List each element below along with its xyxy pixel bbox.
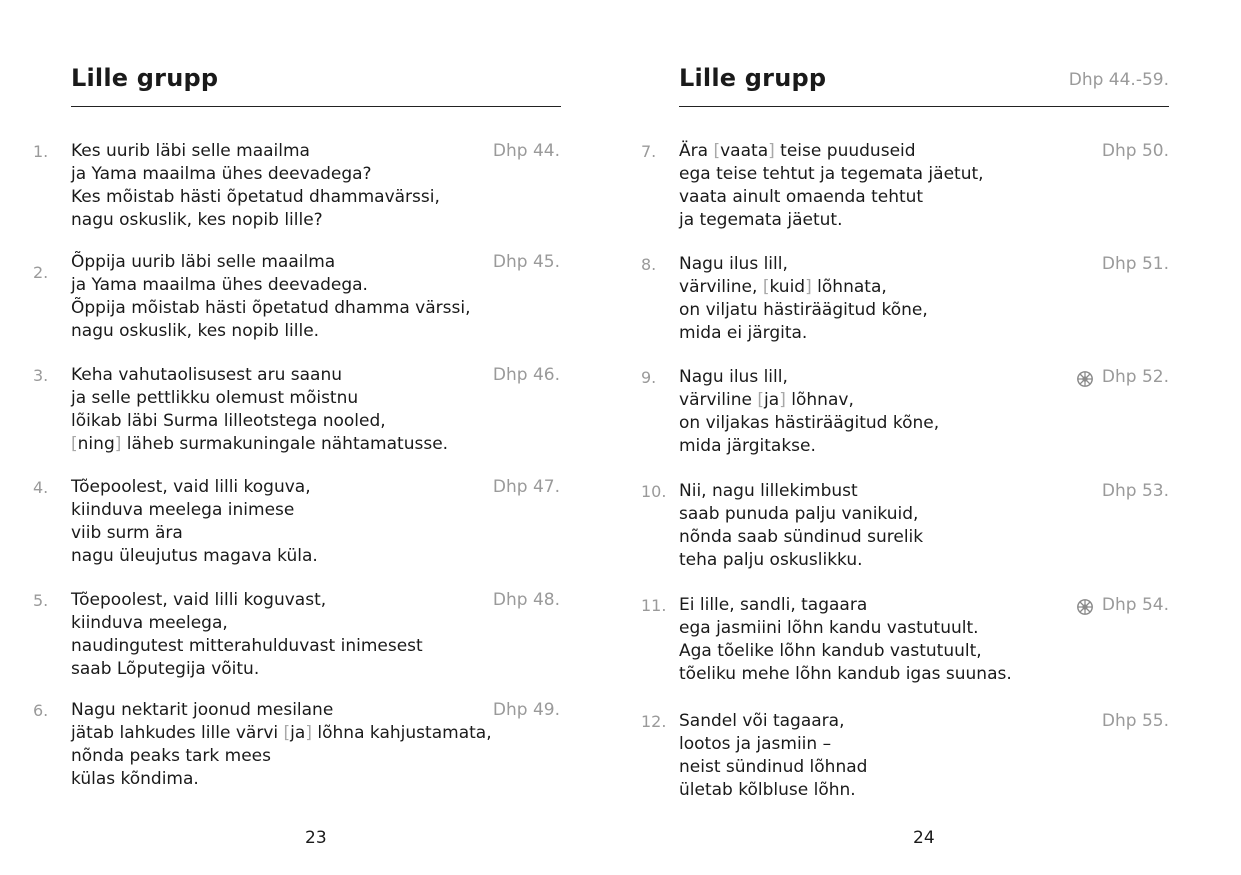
verse-line: Õppija mõistab hästi õpetatud dhamma värssi, — [71, 298, 471, 318]
verse-text — [71, 251, 471, 343]
verse-reference: Dhp 48. — [492, 590, 560, 610]
verse-line: ja Yama maailma ühes deevadega? — [71, 164, 372, 184]
verse-reference: Dhp 55. — [1101, 711, 1169, 731]
verse-reference: Dhp 45. — [492, 252, 560, 272]
verse-number: 2. — [33, 263, 49, 282]
verse-text — [679, 480, 923, 572]
verse-line: ja tegemata jäetut. — [679, 210, 843, 230]
verse-line: värviline, [kuid] lõhnata, — [679, 277, 887, 297]
verse-line: ja Yama maailma ühes deevadega. — [71, 275, 368, 295]
verse-text — [679, 140, 984, 232]
verse-line: nagu üleujutus magava küla. — [71, 546, 318, 566]
verse-reference: Dhp 44. — [492, 141, 560, 161]
verse-line: on viljatu hästiräägitud kõne, — [679, 300, 928, 320]
verse-text — [679, 253, 928, 345]
dharma-wheel-icon — [1076, 370, 1094, 388]
verse-number: 9. — [641, 368, 657, 387]
verse-line: saab Lõputegija võitu. — [71, 659, 260, 679]
verse-line: naudingutest mitterahulduvast inimesest — [71, 636, 423, 656]
verse-reference: Dhp 52. — [1101, 367, 1169, 387]
verse-range: Dhp 44.-59. — [1068, 70, 1169, 90]
verse-number: 10. — [641, 482, 667, 501]
verse-number: 1. — [33, 142, 49, 161]
verse-reference: Dhp 53. — [1101, 481, 1169, 501]
left-page — [0, 0, 620, 875]
verse-line: mida järgitakse. — [679, 436, 816, 456]
verse-line: ja selle pettlikku olemust mõistnu — [71, 388, 359, 408]
verse-number: 5. — [33, 591, 49, 610]
verse-number: 6. — [33, 701, 49, 720]
verse-reference: Dhp 54. — [1101, 595, 1169, 615]
page-title: Lille grupp — [71, 64, 219, 92]
verse-reference: Dhp 51. — [1101, 254, 1169, 274]
verse-number: 7. — [641, 142, 657, 161]
verse-line: värviline [ja] lõhnav, — [679, 390, 854, 410]
verse-line: ega jasmiini lõhn kandu vastutuult. — [679, 618, 979, 638]
verse-text — [71, 589, 423, 681]
verse-reference: Dhp 50. — [1101, 141, 1169, 161]
verse-line: nagu oskuslik, kes nopib lille. — [71, 321, 320, 341]
verse-line: Keha vahutaolisusest aru saanu — [71, 365, 343, 385]
verse-text — [71, 140, 440, 232]
verse-line: saab punuda palju vanikuid, — [679, 504, 919, 524]
verse-number: 4. — [33, 478, 49, 497]
verse-line: nagu oskuslik, kes nopib lille? — [71, 210, 323, 230]
verse-text — [679, 594, 1012, 686]
verse-number: 8. — [641, 255, 657, 274]
verse-line: teha palju oskuslikku. — [679, 550, 863, 570]
verse-line: Õppija uurib läbi selle maailma — [71, 252, 336, 272]
verse-line: on viljakas hästiräägitud kõne, — [679, 413, 940, 433]
verse-reference: Dhp 49. — [492, 700, 560, 720]
verse-line: Nagu ilus lill, — [679, 254, 788, 274]
verse-line: tõeliku mehe lõhn kandub igas suunas. — [679, 664, 1012, 684]
verse-line: viib surm ära — [71, 523, 183, 543]
verse-line: nõnda saab sündinud surelik — [679, 527, 924, 547]
verse-line: Sandel või tagaara, — [679, 711, 845, 731]
verse-line: Kes uurib läbi selle maailma — [71, 141, 310, 161]
verse-line: Ei lille, sandli, tagaara — [679, 595, 868, 615]
verse-line: vaata ainult omaenda tehtut — [679, 187, 924, 207]
title-rule — [71, 106, 561, 107]
dharma-wheel-icon — [1076, 598, 1094, 616]
verse-line: ega teise tehtut ja tegemata jäetut, — [679, 164, 984, 184]
verse-number: 12. — [641, 712, 667, 731]
verse-line: Aga tõelike lõhn kandub vastutuult, — [679, 641, 982, 661]
verse-text — [71, 364, 448, 456]
verse-line: lõikab läbi Surma lilleotstega nooled, — [71, 411, 386, 431]
verse-line: jätab lahkudes lille värvi [ja] lõhna kahjustamata, — [71, 723, 492, 743]
page-number: 24 — [913, 828, 935, 848]
verse-line: lootos ja jasmiin – — [679, 734, 832, 754]
page-title: Lille grupp — [679, 64, 827, 92]
verse-line: ületab kõlbluse lõhn. — [679, 780, 856, 800]
verse-line: kiinduva meelega inimese — [71, 500, 295, 520]
page-number: 23 — [305, 828, 327, 848]
verse-number: 3. — [33, 366, 49, 385]
verse-line: nõnda peaks tark mees — [71, 746, 271, 766]
verse-text — [679, 366, 939, 458]
verse-line: Tõepoolest, vaid lilli koguvast, — [71, 590, 327, 610]
verse-line: mida ei järgita. — [679, 323, 808, 343]
verse-line: Ära [vaata] teise puuduseid — [679, 141, 916, 161]
right-page — [620, 0, 1241, 875]
verse-line: neist sündinud lõhnad — [679, 757, 868, 777]
verse-text — [71, 476, 318, 568]
verse-line: Tõepoolest, vaid lilli koguva, — [71, 477, 311, 497]
title-rule — [679, 106, 1169, 107]
verse-line: Nagu nektarit joonud mesilane — [71, 700, 334, 720]
verse-line: [ning] läheb surmakuningale nähtamatusse. — [71, 434, 449, 454]
verse-line: Nii, nagu lillekimbust — [679, 481, 858, 501]
verse-text — [71, 699, 492, 791]
verse-line: Nagu ilus lill, — [679, 367, 788, 387]
verse-text — [679, 710, 867, 802]
verse-line: kiinduva meelega, — [71, 613, 228, 633]
verse-reference: Dhp 46. — [492, 365, 560, 385]
verse-reference: Dhp 47. — [492, 477, 560, 497]
verse-number: 11. — [641, 596, 667, 615]
verse-line: Kes mõistab hästi õpetatud dhammavärssi, — [71, 187, 440, 207]
verse-line: külas kõndima. — [71, 769, 199, 789]
